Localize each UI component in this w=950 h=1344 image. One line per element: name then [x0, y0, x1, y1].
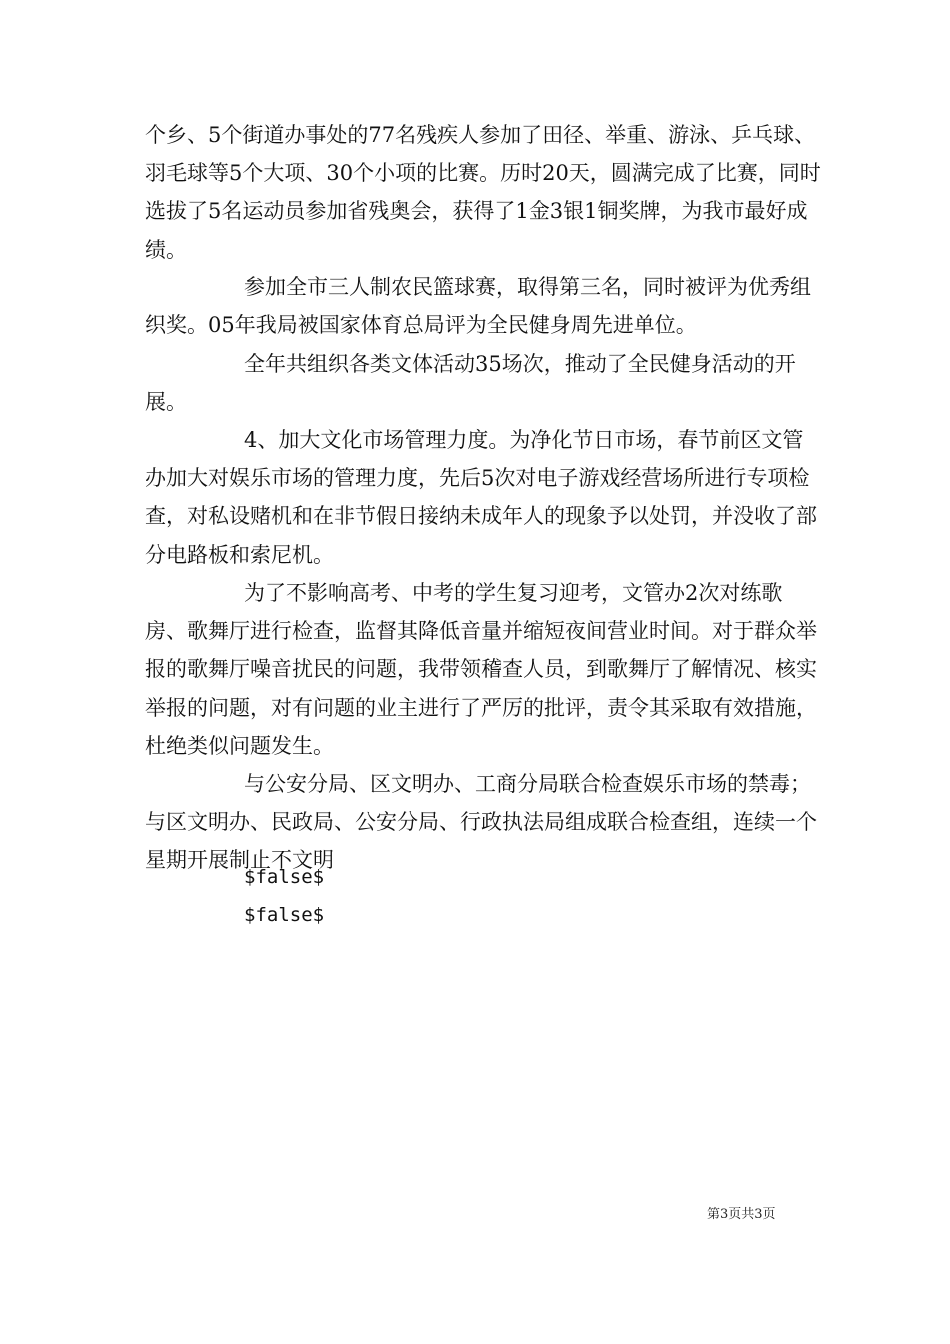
placeholder-text-2: $false$: [244, 904, 325, 926]
paragraph-market-management: 4、加大文化市场管理力度。为净化节日市场，春节前区文管办加大对娱乐市场的管理力度，先后5次对电子游戏经营场所进行专项检查，对私设赌机和在非节假日接纳未成年人的现象予以处罚，并没收了部分电路板和索尼机。: [145, 428, 817, 567]
paragraph-basketball-award: 参加全市三人制农民篮球赛，取得第三名，同时被评为优秀组织奖。05年我局被国家体育总局评为全民健身周先进单位。: [145, 275, 811, 338]
paragraph-athletics-results: 个乡、5个街道办事处的77名残疾人参加了田径、举重、游泳、乒乓球、羽毛球等5个大项、30个小项的比赛。历时20天，圆满完成了比赛，同时选拔了5名运动员参加省残奥会，获得了1金3银1铜奖牌，为我市最好成绩。: [145, 123, 821, 262]
paragraph-joint-inspection: 与公安分局、区文明办、工商分局联合检查娱乐市场的禁毒；与区文明办、民政局、公安分局、行政执法局组成联合检查组，连续一个星期开展制止不文明: [145, 772, 817, 873]
placeholder-text-1: $false$: [244, 866, 325, 888]
paragraph-exam-noise-control: 为了不影响高考、中考的学生复习迎考，文管办2次对练歌房、歌舞厅进行检查，监督其降低音量并缩短夜间营业时间。对于群众举报的歌舞厅噪音扰民的问题，我带领稽查人员，到歌舞厅了解情况、核实举报的问题，对有问题的业主进行了严厉的批评，责令其采取有效措施，杜绝类似问题发生。: [145, 581, 817, 758]
paragraph-sports-events: 全年共组织各类文体活动35场次，推动了全民健身活动的开展。: [145, 352, 796, 415]
page-number-footer: 第3页共3页: [707, 1207, 776, 1222]
